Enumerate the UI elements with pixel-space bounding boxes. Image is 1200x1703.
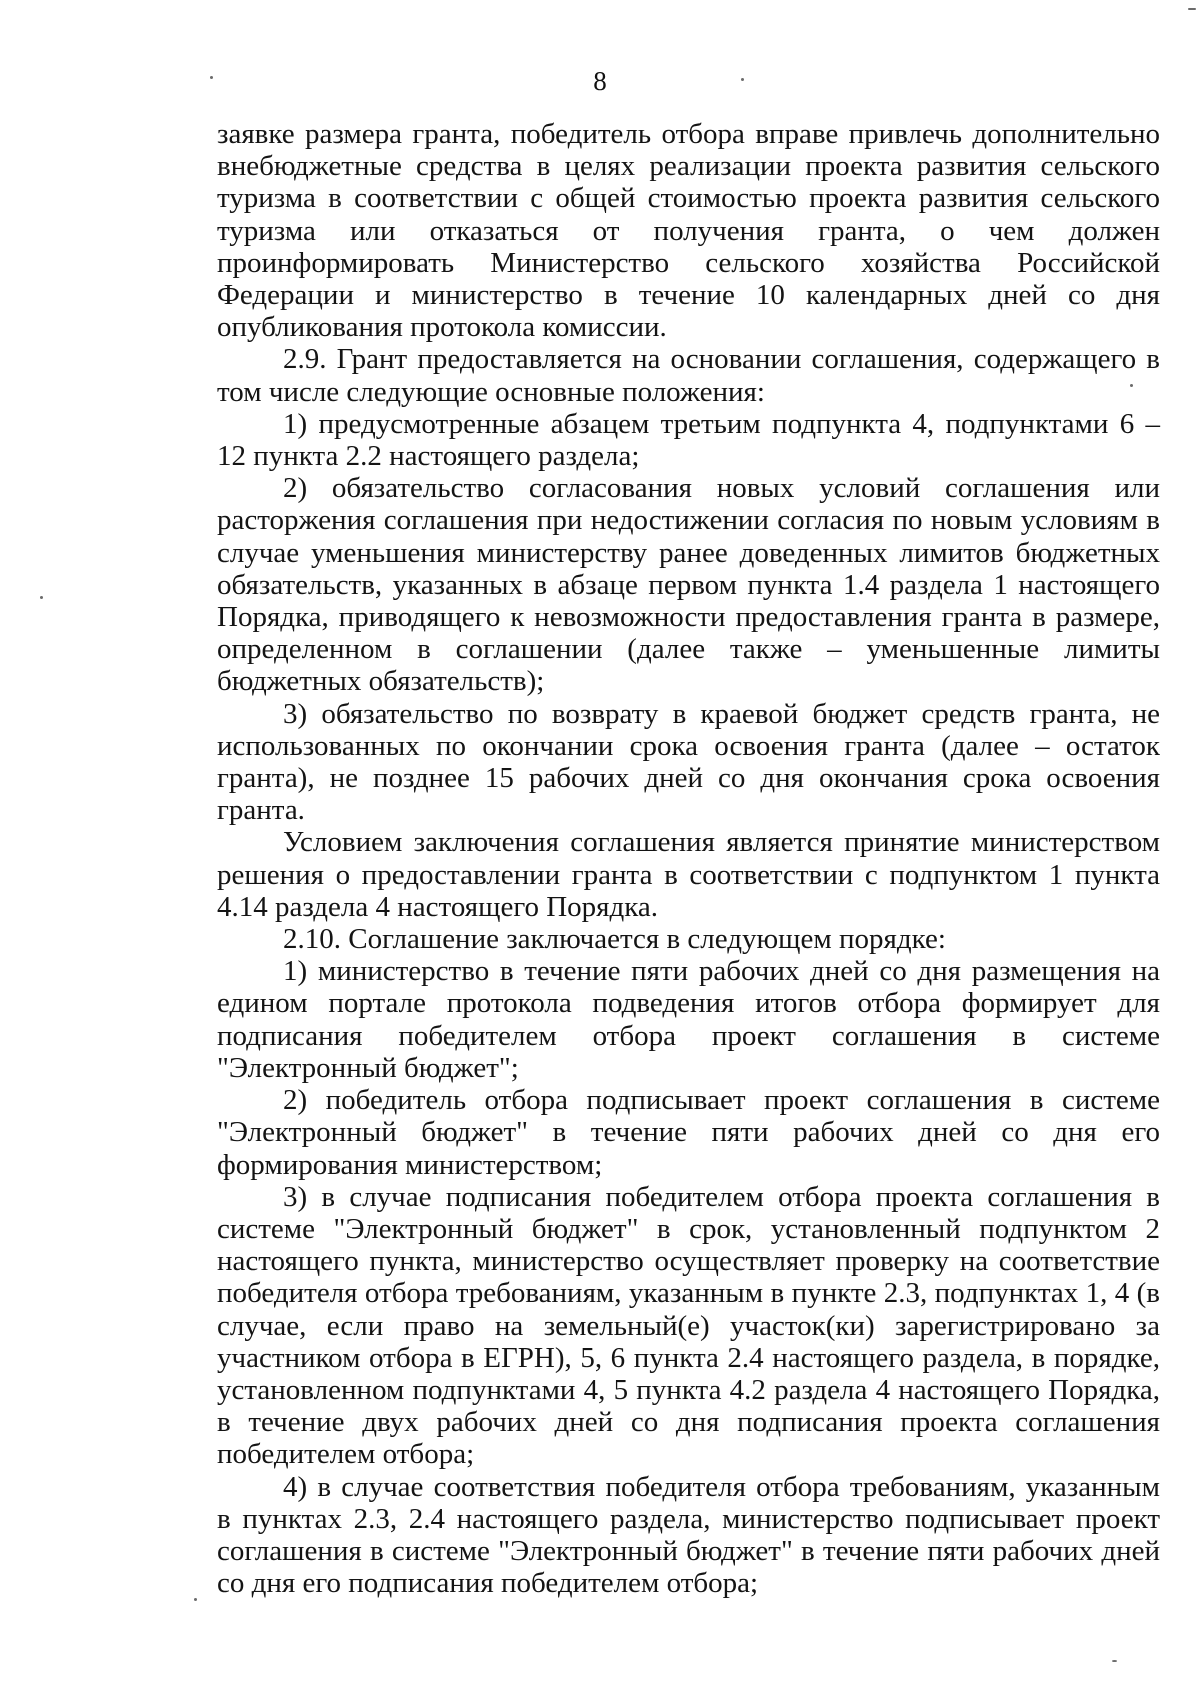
paragraph-clause-2-9-item-1: 1) предусмотренные абзацем третьим подпункта 4, подпунктами 6 – 12 пункта 2.2 настоящего раздела; xyxy=(217,407,1160,473)
paragraph-clause-2-10-item-1: 1) министерство в течение пяти рабочих дней со дня размещения на едином портале протокола подведения итогов отбора формирует для подписания победителем отбора проект соглашения в системе "Электронный бюджет"; xyxy=(217,955,1160,1084)
scan-speck xyxy=(1112,1660,1117,1662)
paragraph-clause-2-10-item-4: 4) в случае соответствия победителя отбора требованиям, указанным в пунктах 2.3, 2.4 настоящего раздела, министерство подписывает проект соглашения в системе "Электронный бюджет" в течение пяти рабочих дней со дня его подписания победителем отбора; xyxy=(217,1470,1160,1600)
paragraph-clause-2-10: 2.10. Соглашение заключается в следующем порядке: xyxy=(283,923,946,956)
paragraph-clause-2-10-item-3: 3) в случае подписания победителем отбора проекта соглашения в системе "Электронный бюджет" в срок, установленный подпунктом 2 настоящего пункта, министерство осуществляет проверку на соответствие победителя отбора требованиям, указанным в пункте 2.3, подпунктах 1, 4 (в случае, если право на земельный(е) участок(ки) зарегистрировано за участником отбора в ЕГРН), 5, 6 пункта 2.4 настоящего раздела, в порядке, установленном подпунктами 4, 5 пункта 4.2 раздела 4 настоящего Порядка, в течение двух рабочих дней со дня подписания проекта соглашения победителем отбора; xyxy=(217,1180,1160,1471)
paragraph-agreement-condition: Условием заключения соглашения является принятие министерством решения о предоставлении гранта в соответствии с подпунктом 1 пункта 4.14 раздела 4 настоящего Порядка. xyxy=(217,826,1160,923)
paragraph-continuation: заявке размера гранта, победитель отбора вправе привлечь дополнительно внебюджетные средства в целях реализации проекта развития сельского туризма в соответствии с общей стоимостью проекта развития сельского туризма или отказаться от получения гранта, о чем должен проинформировать Министерство сельского хозяйства Российской Федерации и министерство в течение 10 календарных дней со дня опубликования протокола комиссии. xyxy=(217,118,1160,344)
paragraph-clause-2-10-item-2: 2) победитель отбора подписывает проект соглашения в системе "Электронный бюджет" в течение пяти рабочих дней со дня его формирования министерством; xyxy=(217,1084,1160,1181)
scan-speck xyxy=(210,76,213,79)
scan-speck xyxy=(1188,8,1196,10)
paragraph-clause-2-9-item-3: 3) обязательство по возврату в краевой бюджет средств гранта, не использованных по окончании срока освоения гранта (далее – остаток гранта), не позднее 15 рабочих дней со дня окончания срока освоения гранта. xyxy=(217,697,1160,827)
paragraph-clause-2-9: 2.9. Грант предоставляется на основании соглашения, содержащего в том числе следующие основные положения: xyxy=(217,343,1160,408)
document-body xyxy=(217,118,1160,1599)
paragraph-clause-2-9-item-2: 2) обязательство согласования новых условий соглашения или расторжения соглашения при недостижении согласия по новым условиям в случае уменьшения министерству ранее доведенных лимитов бюджетных обязательств, указанных в абзаце первом пункта 1.4 раздела 1 настоящего Порядка, приводящего к невозможности предоставления гранта в размере, определенном в соглашении (далее также – уменьшенные лимиты бюджетных обязательств); xyxy=(217,472,1160,698)
scan-speck xyxy=(741,78,744,81)
scan-speck xyxy=(40,596,43,599)
scan-speck xyxy=(1130,384,1133,387)
page-number: 8 xyxy=(593,66,607,96)
scan-speck xyxy=(194,1598,197,1601)
